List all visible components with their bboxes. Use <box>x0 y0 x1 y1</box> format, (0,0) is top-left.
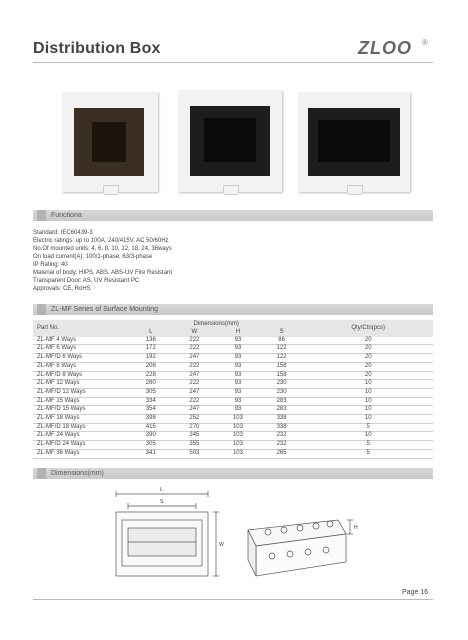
dimensions-label: Dimensions(mm) <box>51 470 104 477</box>
cell-l: 192 <box>145 354 156 361</box>
cell-s: 232 <box>276 441 287 448</box>
table-row <box>33 345 433 354</box>
cell-qty: 20 <box>364 362 372 369</box>
brand-logo: ZLOO <box>358 38 412 58</box>
table-row <box>33 397 433 406</box>
cell-s: 338 <box>276 415 287 422</box>
cell-l: 398 <box>145 415 156 422</box>
cell-s: 158 <box>276 362 287 369</box>
cell-w: 355 <box>189 441 200 448</box>
product-image-12-ways <box>298 92 410 192</box>
cell-s: 338 <box>276 423 287 430</box>
cell-w: 222 <box>189 345 200 352</box>
cell-s: 230 <box>276 380 287 387</box>
product-image-6-ways <box>178 90 282 192</box>
cell-part-no: ZL-MF 8 Ways <box>37 362 77 369</box>
cell-w: 222 <box>189 380 200 387</box>
cell-w: 345 <box>189 432 200 439</box>
cell-qty: 10 <box>364 432 372 439</box>
specifications-table <box>33 320 433 459</box>
cell-h: 93 <box>234 397 242 404</box>
cell-l: 305 <box>145 441 156 448</box>
cell-qty: 20 <box>364 354 372 361</box>
cell-l: 341 <box>145 449 156 456</box>
spec-line: Transparent Door: AS, UV Resistant PC <box>33 278 140 284</box>
cell-h: 93 <box>234 406 242 413</box>
cell-w: 247 <box>189 388 200 395</box>
cell-h: 93 <box>234 388 242 395</box>
cell-qty: 10 <box>364 406 372 413</box>
col-header-s: S <box>279 329 284 335</box>
table-row <box>33 388 433 397</box>
cell-qty: 10 <box>364 415 372 422</box>
spec-line: No.Of mounted units: 4, 6, 8, 10, 12, 18, 24, 36ways <box>33 246 172 252</box>
qty-header: Qty/Ctn(pcs) <box>351 324 386 331</box>
page-title: Distribution Box <box>33 40 161 57</box>
cell-s: 283 <box>276 397 287 404</box>
dim-mark-l: L <box>160 487 163 493</box>
table-row <box>33 371 433 380</box>
table-row <box>33 423 433 432</box>
cell-l: 208 <box>145 362 156 369</box>
cell-part-no: ZL-MF/D 6 Ways <box>37 354 83 361</box>
dim-mark-h: H <box>354 525 358 531</box>
cell-part-no: ZL-MF 12 Ways <box>37 380 80 387</box>
cell-h: 103 <box>232 432 243 439</box>
cell-part-no: ZL-MF 24 Ways <box>37 432 80 439</box>
cell-qty: 5 <box>366 449 370 456</box>
cell-s: 230 <box>276 388 287 395</box>
cell-h: 103 <box>232 423 243 430</box>
part-no-header: Part No. <box>37 324 60 331</box>
dim-mark-w: W <box>219 542 224 548</box>
cell-s: 122 <box>276 354 287 361</box>
cell-s: 283 <box>276 406 287 413</box>
cell-s: 86 <box>278 336 285 343</box>
page-number: Page 16 <box>402 589 429 596</box>
cell-part-no: ZL-MF 36 Ways <box>37 449 80 456</box>
cell-qty: 20 <box>364 336 372 343</box>
cell-l: 136 <box>145 336 156 343</box>
product-image-4-ways <box>62 92 158 192</box>
cell-h: 93 <box>234 345 242 352</box>
cell-part-no: ZL-MF/D 24 Ways <box>37 441 86 448</box>
spec-line: IP Rating: 40 <box>33 262 68 268</box>
cell-s: 232 <box>276 432 287 439</box>
cell-part-no: ZL-MF/D 18 Ways <box>37 423 86 430</box>
spec-line: On load current(A): 100/1-phase, 63/3-phase <box>33 254 153 260</box>
table-row <box>33 415 433 424</box>
spec-line: Approvals: CE, RoHS <box>33 286 91 292</box>
dimensions-section-header <box>33 468 433 479</box>
cell-h: 103 <box>232 449 243 456</box>
cell-qty: 20 <box>364 371 372 378</box>
cell-w: 247 <box>189 371 200 378</box>
cell-qty: 5 <box>366 423 370 430</box>
table-body <box>33 337 433 458</box>
cell-w: 222 <box>189 336 200 343</box>
cell-qty: 5 <box>366 441 370 448</box>
cell-qty: 10 <box>364 388 372 395</box>
cell-part-no: ZL-MF 15 Ways <box>37 397 80 404</box>
cell-w: 222 <box>189 362 200 369</box>
spec-line: Electric ratings: up to 100A, 240/415V, AC 50/60Hz <box>33 238 169 244</box>
table-row <box>33 406 433 415</box>
cell-part-no: ZL-MF 18 Ways <box>37 415 80 422</box>
table-row <box>33 337 433 345</box>
table-row <box>33 380 433 389</box>
cell-h: 103 <box>232 441 243 448</box>
cell-l: 228 <box>145 371 156 378</box>
cell-h: 93 <box>234 336 242 343</box>
cell-w: 503 <box>189 449 200 456</box>
cell-w: 247 <box>189 406 200 413</box>
cell-l: 354 <box>145 406 156 413</box>
footer-divider <box>33 599 433 600</box>
cell-l: 390 <box>145 432 156 439</box>
cell-part-no: ZL-MF/D 12 Ways <box>37 388 86 395</box>
cell-part-no: ZL-MF 4 Ways <box>37 336 77 343</box>
table-row <box>33 449 433 458</box>
cell-part-no: ZL-MF/D 8 Ways <box>37 371 83 378</box>
cell-h: 93 <box>234 371 242 378</box>
series-section-header <box>33 304 433 315</box>
cell-l: 334 <box>145 397 156 404</box>
cell-qty: 20 <box>364 345 372 352</box>
functions-label: Functiona <box>51 212 82 219</box>
dimension-drawing <box>100 486 370 586</box>
cell-h: 103 <box>232 415 243 422</box>
cell-part-no: ZL-MF/D 15 Ways <box>37 406 86 413</box>
cell-h: 93 <box>234 354 242 361</box>
cell-s: 158 <box>276 371 287 378</box>
cell-qty: 10 <box>364 380 372 387</box>
registered-mark: ® <box>422 38 428 47</box>
cell-w: 222 <box>189 397 200 404</box>
col-header-w: W <box>191 329 198 335</box>
spec-line: Material of body: HIPS, ABS, ABS-UV Fire Resistant <box>33 270 173 276</box>
cell-l: 415 <box>145 423 156 430</box>
dimensions-header: Dimensions(mm) <box>193 321 239 327</box>
title-divider <box>33 62 433 63</box>
cell-w: 247 <box>189 354 200 361</box>
col-header-h: H <box>235 329 241 335</box>
cell-s: 122 <box>276 345 287 352</box>
cell-l: 280 <box>145 380 156 387</box>
specs-list <box>33 229 172 293</box>
functions-section-header <box>33 210 433 221</box>
cell-l: 305 <box>145 388 156 395</box>
table-row <box>33 354 433 363</box>
cell-w: 270 <box>189 423 200 430</box>
cell-part-no: ZL-MF 6 Ways <box>37 345 77 352</box>
dim-mark-s: S <box>160 499 164 505</box>
cell-h: 93 <box>234 362 242 369</box>
table-row <box>33 362 433 371</box>
cell-l: 172 <box>145 345 156 352</box>
col-header-l: L <box>149 329 153 335</box>
series-label: ZL-MF Series of Surface Mounting <box>51 306 158 313</box>
cell-w: 252 <box>189 415 200 422</box>
table-row <box>33 441 433 450</box>
cell-s: 265 <box>276 449 287 456</box>
spec-line: Standard: IEC60439-3 <box>33 230 93 236</box>
table-row <box>33 432 433 441</box>
cell-qty: 10 <box>364 397 372 404</box>
cell-h: 93 <box>234 380 242 387</box>
